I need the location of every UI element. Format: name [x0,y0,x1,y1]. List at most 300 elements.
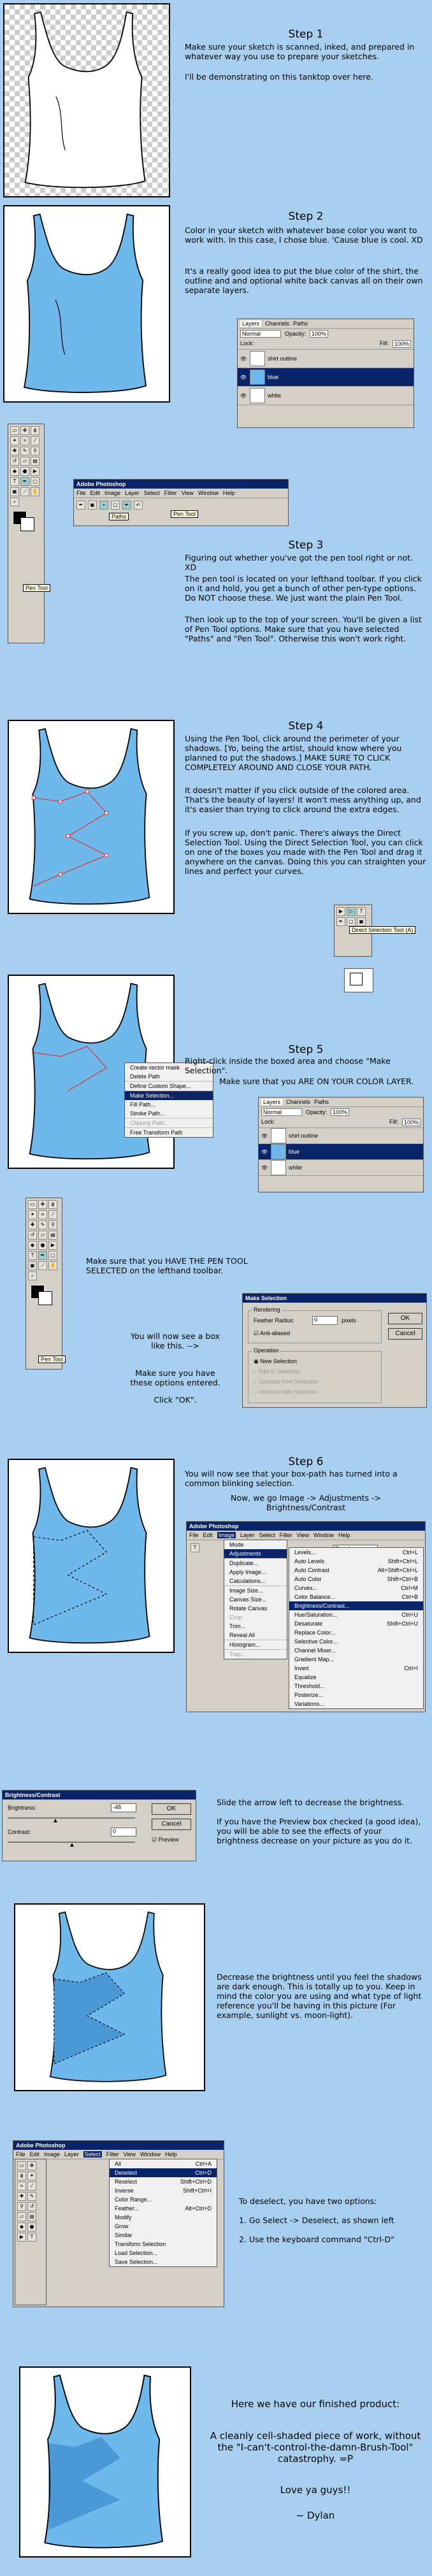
brightness-label: Brightness: [8,1805,37,1811]
layer-row[interactable] [238,387,414,405]
step-5-title: Step 5 [288,1043,324,1056]
step-3-title: Step 3 [288,539,324,552]
menu-item-label: Levels... [294,1549,316,1556]
layer-thumbnail [271,1128,286,1143]
eye-icon[interactable]: 👁 [240,374,247,380]
notes-icon[interactable]: ▣ [357,917,366,926]
tanktop-finished [20,2368,190,2556]
blend-mode-select[interactable]: Normal [240,330,281,338]
step-3-text-3: Then look up to the top of your screen. You'll be given a list of Pen Tool options. Make sure that you have selected "Paths" and "Pen Tool". Otherwise this won't work right. [185,615,422,643]
menu-item-label: Grow [115,2223,129,2229]
menu-image[interactable]: Image [44,2151,61,2157]
step-6-text: You will now see that your box-path has turned into a common blinking selection. [185,1469,398,1488]
menu-item[interactable]: Reveal All [229,1632,256,1638]
step-4-text-3: If you screw up, don't panic. There's always the Direct Selection Tool. Using the Direct Selection Tool, you can click on one of the boxes you made with the Pen Tool and drag it anywhere on the canvas. Doing this you can straighten your lines and perfect your curves. [185,828,426,876]
menu-image[interactable]: Image [219,1532,235,1538]
photoshop-window [73,479,289,526]
menu-item[interactable]: Trim... [229,1623,246,1629]
menu-item[interactable] [289,1575,423,1584]
menu-item[interactable]: Mode [229,1542,244,1548]
heal-tool-icon[interactable]: ✚ [17,2192,26,2201]
window-title: Adobe Photoshop [13,2141,224,2150]
menu-item-shortcut: Shift+Ctrl+L [387,1558,418,1564]
menu-item[interactable]: Apply Image... [229,1569,266,1575]
slice-tool-icon[interactable]: ⁄ [48,1210,57,1219]
op-label: Intersect with Selection [258,1389,318,1395]
menu-item[interactable] [289,1673,423,1682]
menu-item[interactable] [110,2231,217,2240]
menu-item[interactable] [289,1592,423,1601]
eye-icon[interactable]: 👁 [261,1133,268,1139]
op-new-radio[interactable]: ◉ New Selection [254,1358,297,1364]
cancel-button[interactable]: Cancel [388,1328,422,1340]
type-icon[interactable]: T [357,907,366,916]
menu-item-shortcut: Ctrl+I [404,1665,418,1671]
menu-item[interactable] [110,2240,217,2249]
step-5-text-4: You will now see a box like this. --> [131,1331,220,1350]
gradient-tool-icon[interactable]: ▤ [27,2212,36,2221]
eraser-tool-icon[interactable]: ▱ [20,457,29,466]
eye-icon[interactable]: 👁 [240,392,247,399]
op-label: Subtract from Selection [258,1378,319,1385]
operation-legend: Operation [254,1347,279,1354]
lock-row [259,1117,423,1128]
step-5-text-6: Click "OK". [154,1395,197,1405]
crop-tool-icon[interactable]: ⌗ [20,436,29,445]
pen-icon[interactable]: ✒ [336,917,345,926]
lasso-tool-icon[interactable]: ϕ [48,1200,57,1209]
menu-item-label: Color Balance... [294,1594,336,1600]
menu-item-label: Replace Color... [294,1629,336,1636]
menu-filter[interactable]: Filter [279,1532,292,1538]
menu-item[interactable]: Stroke Path... [130,1110,165,1117]
menu-item[interactable] [110,2195,217,2204]
history-brush-icon[interactable]: ↺ [28,1231,37,1240]
final-signature: ~ Dylan [296,2510,335,2521]
layer-row[interactable] [259,1128,423,1144]
tools-palette-2 [25,1198,62,1370]
op-label: New Selection [260,1358,297,1364]
menu-item[interactable] [289,1628,423,1637]
brush-tool-icon[interactable]: ✎ [38,1220,47,1229]
step-1-title: Step 1 [288,28,324,41]
path-preview [344,968,373,992]
type-tool-icon[interactable]: T [28,1251,37,1260]
notes-tool-icon[interactable]: ▣ [28,1261,37,1270]
pen-option-icon[interactable]: ✒ [122,501,131,510]
highlighted-menu-item[interactable] [289,1601,423,1610]
layer-row[interactable] [238,368,414,387]
menu-item: Clipping Path... [125,1118,213,1127]
eraser-tool-icon[interactable]: ▱ [17,2212,26,2221]
history-brush-icon[interactable]: ↺ [10,457,19,466]
menu-view[interactable]: View [296,1532,309,1538]
menu-item-shortcut: Ctrl+B [401,1594,418,1600]
shape-icon[interactable]: ▢ [347,917,356,926]
highlighted-menu-item[interactable] [110,2168,217,2177]
direct-selection-icon[interactable]: ▷ [347,907,356,916]
brightness-input[interactable]: -48 [111,1803,136,1812]
eyedropper-icon[interactable]: ⟋ [20,487,29,496]
final-text-2: A cleanly cell-shaded piece of work, without the "I-can't-control-the-damn-Brush-Tool" catastrophy. =P [210,2430,421,2465]
menu-item[interactable]: Histogram... [224,1640,287,1649]
menu-layer[interactable]: Layer [240,1532,255,1538]
tab-layers[interactable]: Layers [240,320,261,327]
menu-select[interactable]: Select [84,2151,101,2157]
menu-item[interactable] [289,1637,423,1646]
move-tool-icon[interactable]: ✥ [20,426,29,435]
select-menu [109,2159,217,2267]
pen-tool-icon[interactable]: ✒ [20,477,29,486]
layer-name: blue [268,374,279,380]
menu-item-label: Posterize... [294,1692,324,1698]
menu-item[interactable] [289,1557,423,1566]
menu-help[interactable]: Help [164,2151,177,2157]
tab-channels[interactable]: Channels [286,1099,311,1105]
selection-image [8,1459,175,1653]
menu-item-label: Selective Color... [294,1638,338,1645]
brightness-contrast-dialog [2,1790,196,1861]
menu-view[interactable]: View [181,490,194,496]
type-tool-icon[interactable]: T [191,1543,199,1552]
menu-item-shortcut: Ctrl+A [195,2161,212,2167]
marquee-tool-icon[interactable]: ▭ [28,1200,37,1209]
gradient-tool-icon[interactable]: ▤ [48,1231,57,1240]
shape-layers-icon[interactable]: ▣ [88,501,97,510]
menu-item-label: Auto Contrast [294,1567,330,1573]
blur-tool-icon[interactable]: ◆ [17,2222,26,2231]
heal-tool-icon[interactable]: ✚ [28,1220,37,1229]
menu-bar [74,489,288,498]
menu-item-label: Desaturate [294,1621,323,1627]
menu-item[interactable] [110,2177,217,2186]
layer-thumbnail [271,1144,286,1159]
menu-item[interactable] [289,1610,423,1619]
wand-tool-icon[interactable]: ✦ [28,1210,37,1219]
menu-layer[interactable]: Layer [64,2151,79,2157]
window-title: Adobe Photoshop [74,480,288,489]
wand-tool-icon[interactable]: ✦ [10,436,19,445]
marquee-tool-icon[interactable]: ▭ [10,426,19,435]
menu-item[interactable] [289,1682,423,1691]
tanktop-shaded-selection [15,1905,204,2090]
menu-filter[interactable]: Filter [164,490,177,496]
menu-item-shortcut: Ctrl+M [401,1585,418,1591]
fill-input[interactable]: 100% [402,1119,421,1126]
marquee-tool-icon[interactable]: ▭ [17,2161,26,2170]
pen-path-image [8,720,175,914]
step-3-text-2: The pen tool is located on your lefthand toolbar. If you click on it and hold, you get a bunch of other pen-type options. Do NOT choose these. We just want the plain Pen Tool. [185,574,422,603]
anti-aliased-label: Anti-aliased [260,1330,291,1336]
menu-item-label: Save Selection... [115,2259,158,2265]
move-tool-icon[interactable]: ✥ [38,1200,47,1209]
brightness-slider-thumb[interactable]: ▲ [52,1817,59,1824]
lasso-tool-icon[interactable]: ϕ [31,426,40,435]
tab-paths[interactable]: Paths [314,1099,329,1105]
path-selection-icon[interactable]: ▶ [336,907,345,916]
eye-icon[interactable]: 👁 [261,1164,268,1171]
step-2-text: Color in your sketch with whatever base color you want to work with. In this case, I chose blue. 'Cause blue is cool. XD [185,225,423,245]
wand-tool-icon[interactable]: ✦ [27,2172,36,2180]
pen-tool-icon[interactable]: ✒ [38,1251,47,1260]
menu-item[interactable]: Free Transform Path [125,1127,213,1137]
eye-icon[interactable]: 👁 [261,1148,268,1155]
menu-item-label: Variations... [294,1701,324,1707]
opacity-input[interactable]: 100% [331,1108,349,1116]
move-tool-icon[interactable]: ✥ [27,2161,36,2170]
step-2-title: Step 2 [288,210,324,223]
menu-item[interactable] [110,2213,217,2222]
contrast-input[interactable]: 0 [111,1828,136,1836]
stamp-tool-icon[interactable]: ⚲ [17,2202,26,2211]
brush-tool-icon[interactable]: ✎ [20,447,29,455]
layer-name: shirt outline [268,355,298,362]
menu-item-label: Reselect [115,2179,138,2185]
menu-edit[interactable]: Edit [90,490,101,496]
menu-layer[interactable]: Layer [125,490,140,496]
layer-name: white [268,392,282,399]
path-select-icon[interactable]: ▶ [48,1241,57,1250]
fill-label: Fill: [379,340,389,347]
menu-item-shortcut: Shift+Ctrl+B [387,1576,418,1582]
background-color[interactable] [20,517,34,531]
eraser-tool-icon[interactable]: ▱ [38,1231,47,1240]
menu-file[interactable]: File [189,1532,199,1538]
blur-tool-icon[interactable]: ◆ [10,467,19,476]
menu-help[interactable]: Help [338,1532,350,1538]
zoom-tool-icon[interactable]: ⌕ [10,497,19,506]
stamp-tool-icon[interactable]: ⚲ [31,447,40,455]
feather-input[interactable]: 0 [312,1316,338,1325]
menu-item[interactable] [289,1619,423,1628]
fill-pixels-icon[interactable]: ▢ [111,501,120,510]
color-swatches[interactable] [10,510,42,531]
step-3-text: Figuring out whether you've got the pen tool right or not. XD [185,553,414,572]
menu-item-shortcut: Shift+Ctrl+U [386,1621,418,1627]
fill-input[interactable]: 100% [392,340,411,348]
menu-item[interactable]: Image Size... [224,1585,287,1595]
menu-item: Crop [229,1614,242,1621]
color-swatches[interactable] [28,1284,60,1305]
layer-thumbnail [250,388,265,403]
crop-tool-icon[interactable]: ⌗ [17,2182,26,2191]
step-4-text-2: It doesn't matter if you click outside of the colored area. That's the beauty of layers! It won't mess anything up, and it's easier than trying to click around the extra edges. [185,785,421,814]
eyedropper-icon[interactable]: ⟋ [38,1261,47,1270]
menu-item[interactable] [110,2186,217,2195]
brightness-slider[interactable] [8,1817,135,1819]
make-selection-item[interactable]: Make Selection... [125,1091,213,1100]
step-5-text-2: Make sure that you ARE ON YOUR COLOR LAYER. [219,1077,414,1086]
dialog-title: Make Selection [243,1294,426,1303]
adjustments-item[interactable]: Adjustments [224,1549,287,1558]
step-6-text-2: Now, we go Image -> Adjustments -> Brightness/Contrast [231,1493,381,1512]
menu-item[interactable]: Delete Path [130,1073,161,1080]
layers-palette [237,318,414,428]
menu-select[interactable]: Select [259,1532,275,1538]
menu-window[interactable]: Window [313,1532,334,1538]
menu-item[interactable] [289,1646,423,1655]
layer-thumbnail [250,369,265,385]
menu-edit[interactable]: Edit [29,2151,40,2157]
menu-item[interactable]: Duplicate... [224,1558,287,1568]
anti-aliased-checkbox[interactable]: ☑ Anti-aliased [254,1330,291,1336]
menu-item[interactable] [289,1699,423,1708]
menu-item-label: Similar [115,2232,133,2238]
hand-tool-icon[interactable]: ✋ [31,487,40,496]
paths-icon[interactable]: ⌁ [99,501,108,510]
notes-tool-icon[interactable]: ▣ [10,487,19,496]
pen-tool-tooltip: Pen Tool [23,584,50,592]
type-tool-icon[interactable]: T [27,2233,36,2242]
menu-edit[interactable]: Edit [203,1532,213,1538]
menu-item[interactable] [110,2204,217,2213]
menu-item[interactable] [110,2222,217,2231]
menu-view[interactable]: View [123,2151,136,2157]
opacity-label: Opacity: [285,331,306,337]
menu-item-label: Threshold... [294,1683,325,1689]
history-brush-icon[interactable]: ↺ [27,2202,36,2211]
menu-image[interactable]: Image [104,490,121,496]
ok-button[interactable]: OK [388,1313,422,1324]
menu-item-label: Hue/Saturation... [294,1612,338,1618]
menu-item-label: Transform Selection [115,2241,166,2247]
menu-item[interactable] [110,2249,217,2258]
menu-item[interactable]: Canvas Size... [229,1596,267,1603]
contrast-label: Contrast: [8,1829,31,1835]
menu-item[interactable]: Calculations... [229,1578,266,1584]
ok-button[interactable]: OK [152,1803,191,1815]
menu-item[interactable]: Define Custom Shape... [125,1081,213,1091]
step-5-text: Right-click inside the boxed area and choose "Make Selection". [185,1056,391,1075]
contrast-slider-thumb[interactable]: ▲ [69,1842,75,1849]
sketch-image [3,3,170,197]
cancel-button[interactable]: Cancel [152,1819,191,1830]
menu-item[interactable]: Rotate Canvas [229,1605,268,1612]
op-add-radio: ○ Add to Selection [254,1368,300,1375]
menu-item[interactable]: Fill Path... [130,1101,156,1108]
menu-item[interactable] [289,1584,423,1592]
layers-tabs [238,319,414,329]
menu-item[interactable] [289,1566,423,1575]
step-6-text-3: Slide the arrow left to decrease the brightness. [217,1798,405,1807]
op-intersect-radio: ○ Intersect with Selection [254,1389,318,1395]
stamp-tool-icon[interactable]: ⚲ [48,1220,57,1229]
menu-item-shortcut: Alt+Ctrl+D [185,2205,212,2212]
pen-icon: ✒ [76,501,85,510]
layers-palette-2 [258,1097,424,1192]
blur-tool-icon[interactable]: ◆ [28,1241,37,1250]
menu-item-shortcut: Ctrl+U [401,1612,418,1618]
opacity-label: Opacity: [306,1109,328,1115]
background-color[interactable] [38,1291,52,1305]
hand-tool-icon[interactable]: ✋ [48,1261,57,1270]
tab-channels[interactable]: Channels [265,320,290,327]
menu-file[interactable]: File [16,2151,25,2157]
slice-tool-icon[interactable]: ⁄ [31,436,40,445]
crop-tool-icon[interactable]: ⌗ [38,1210,47,1219]
freeform-pen-icon[interactable]: ✍ [134,501,143,510]
tanktop-blue [4,206,169,401]
pen-tool-option-tooltip: Pen Tool [171,510,198,518]
adjustments-submenu [289,1547,424,1709]
menu-item[interactable] [289,1691,423,1699]
dodge-tool-icon[interactable]: ● [38,1241,47,1250]
layer-thumbnail [271,1160,286,1175]
menu-item[interactable] [110,2258,217,2266]
layer-row[interactable] [259,1160,423,1176]
eye-icon[interactable]: 👁 [240,355,247,362]
tab-paths[interactable]: Paths [293,320,308,327]
tanktop-sketch [4,4,169,196]
menu-item[interactable] [289,1655,423,1664]
op-subtract-radio: ○ Subtract from Selection [254,1378,319,1385]
preview-checkbox[interactable]: ☑ Preview [152,1836,179,1843]
menu-item-label: Equalize [294,1674,317,1680]
paths-tooltip: Paths [109,513,129,520]
menu-item-label: Channel Mixer... [294,1647,336,1654]
path-select-icon[interactable]: ▶ [17,2233,26,2242]
shape-tool-icon[interactable]: ▢ [31,477,40,486]
tools-palette [8,424,45,643]
lock-label: Lock: [240,340,254,347]
darkened-image [14,1903,205,2091]
layer-row[interactable] [259,1144,423,1160]
menu-window[interactable]: Window [140,2151,161,2157]
lock-label: Lock: [261,1119,275,1125]
dodge-tool-icon[interactable]: ● [27,2222,36,2231]
tab-layers[interactable]: Layers [261,1099,282,1105]
menu-item[interactable] [289,1548,423,1557]
layer-name: shirt outline [289,1133,319,1139]
step-4-title: Step 4 [288,720,324,733]
photoshop-window-3 [13,2140,224,2307]
pen-tool-tooltip-2: Pen Tool [38,1356,66,1363]
menu-file[interactable]: File [76,490,86,496]
brush-tool-icon[interactable]: ✎ [27,2192,36,2201]
menu-item-label: Invert [294,1665,309,1671]
menu-window[interactable]: Window [198,490,219,496]
blend-mode-select[interactable]: Normal [261,1108,302,1116]
layer-row[interactable] [238,350,414,368]
lasso-tool-icon[interactable]: ϕ [17,2172,26,2180]
heal-tool-icon[interactable]: ✚ [10,447,19,455]
menu-select[interactable]: Select [143,490,160,496]
final-text: Here we have our finished product: [231,2398,400,2410]
layers-options [238,329,414,339]
opacity-input[interactable]: 100% [310,330,328,338]
menu-item[interactable]: Create vector mask [130,1064,180,1071]
slice-tool-icon[interactable]: ⁄ [27,2182,36,2191]
path-select-icon[interactable]: ▶ [31,467,40,476]
tanktop-selection [9,1460,173,1652]
gradient-tool-icon[interactable]: ▤ [31,457,40,466]
menu-item-label: Brightness/Contrast... [294,1603,350,1609]
shape-tool-icon[interactable]: ▢ [48,1251,57,1260]
step-1-text-2: I'll be demonstrating on this tanktop over here. [185,72,373,82]
type-tool-icon[interactable]: T [10,477,19,486]
menu-help[interactable]: Help [222,490,235,496]
zoom-tool-icon[interactable]: ⌕ [28,1271,37,1280]
layer-name: white [289,1164,303,1171]
menu-item-shortcut: Shift+Ctrl+D [180,2179,212,2185]
menu-filter[interactable]: Filter [106,2151,119,2157]
step-2-text-2: It's a really good idea to put the blue color of the shirt, the outline and and optional white back canvas all on their own separate layers. [185,266,423,295]
rendering-group [248,1306,382,1343]
dodge-tool-icon[interactable]: ● [20,467,29,476]
menu-item-label: Feather... [115,2205,140,2212]
menu-item[interactable] [110,2159,217,2168]
menu-item[interactable] [289,1664,423,1673]
